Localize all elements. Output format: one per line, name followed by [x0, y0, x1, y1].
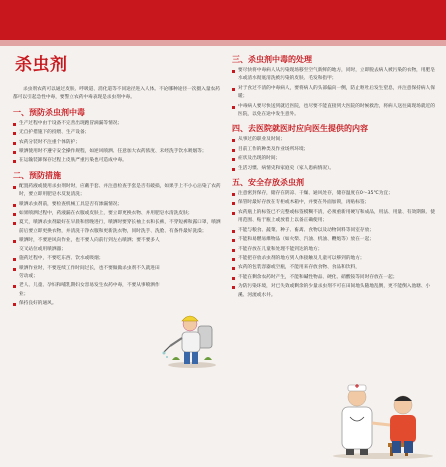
section-1-item: 喷洒使用时不遵守安全操作规程，如逆风喷洒、任意加大农药浓度、未经洗手饮水吸烟等； — [13, 148, 221, 156]
section-3-item: 中毒病人要尽快送到就近医院，也尽要不能直接到大医院的时候救治，将病人送往离现场就近的医院，以免在途中发生意外。 — [232, 103, 436, 120]
section-3-item: 要尽快将中毒病人从污染现场移至空气新鲜的地方，同时，立即脱去病人被污染的衣物，用肥皂水或清水彻底清洗被污染的皮肤、毛发和指甲； — [232, 67, 436, 84]
section-5-item: 农药瓶上的标签已不完整或标签模糊不清，必须重新用硬写和成品，用法、用量、有效期限、使用范围、贴于瓶上或放着上以备正确使用； — [232, 209, 436, 226]
section-5-item: 为防污染环境，对已失效或剩余的少量杀虫剂不可在田间地头随地乱倒，更不能倒入池塘、小溪、河流或水井。 — [232, 283, 436, 300]
section-2-heading: 二、预防措施 — [13, 170, 61, 180]
section-3-item: 对于食过不清的中毒病人，要将病人的头部偏向一侧，防止呕吐后发生窒息，并注意保持病人保暖； — [232, 85, 436, 102]
section-2-item: 夏天，喷洒杀虫剂最好在早晨和傍晚进行，喷洒时要穿长袖上衣和长裤，不穿短裤和露口罩，喷洒前后要立即更换衣物，并清洗干净衣服和更新洗衣物，同时洗手、洗脸、有条件最好洗澡； — [13, 219, 221, 236]
doctor-patient-illustration — [328, 377, 438, 459]
section-5-item: 农药的包装容器或空瓶，不能用来存放食物、食品和饮料， — [232, 264, 436, 272]
section-2-item: 保持良好的通风。 — [13, 300, 221, 308]
section-1-heading: 一、预防杀虫剂中毒 — [13, 107, 85, 117]
section-5-item: 注意密封保存，储存在阴凉、干燥、通风处存，储存温度在0～35℃为宜； — [232, 190, 436, 198]
section-4-item: 生活习惯、病情史和家庭史（家人患病情况）。 — [232, 165, 436, 173]
section-4-item: 从事过的职业及时间； — [232, 136, 436, 144]
header-band — [0, 0, 446, 46]
section-5-item: 不能与粮食、蔬菜、种子、畜禽、食物以及动物饲料等同室存放； — [232, 227, 436, 235]
section-2-item: 喷洒杀虫剂前，要检查机械工具是否有渗漏情况； — [13, 201, 221, 209]
section-5-heading: 五、安全存放杀虫剂 — [232, 178, 304, 188]
intro-paragraph: 杀虫剂农药可以通过皮肤、呼吸道、消化道等不同途径进入人体。不论哪种途径一次摄入量农药都可以引起急性中毒，要警立农药中毒表现是杀虫剂中毒。 — [13, 87, 220, 101]
section-5-item: 不能在剩余农药时产生，不能和碱性物品、硬化、硝酸铵等同时存放在一起； — [232, 274, 436, 282]
section-4-item: 症状及出现的时间； — [232, 155, 436, 163]
section-2-item: 配置药液或使用杀虫剂时时，应戴手套、并注意检查手套是否有破损，如果手上不小心沾染了农药时，要立即用肥皂水反复清洗； — [13, 183, 221, 200]
section-5-item: 不能和易燃易爆物品（如火柴、汽油、机油、鞭炮等）放在一起； — [232, 236, 436, 244]
section-1-item: 农药分装时不注重个体防护； — [13, 139, 221, 147]
page-title: 杀虫剂 — [15, 55, 68, 75]
section-4-item: 目前工作的种类及作业场所环境； — [232, 146, 436, 154]
section-2-item: 老人、儿童、孕妇和哺乳期妇女容易发生农药中毒，不要从事喷洒作业； — [13, 282, 163, 299]
section-4-heading: 四、去医院就医时应向医生提供的内容 — [232, 124, 368, 134]
section-1-item: 在运输装卸保存过程上皮肤严重污染也可造成中毒。 — [13, 157, 221, 165]
section-2-item: 喷洒作业时，不要连续工作时间过长，也不要做做杀虫剂不久就进田劳动或； — [13, 265, 163, 282]
sprayer-worker-illustration — [162, 308, 222, 368]
section-5-item: 不能把存放杀虫剂的地方到人体接触及儿童可以够到的地方； — [232, 255, 436, 263]
section-1-item: 无自护措施下的投喂、生产设备； — [13, 129, 221, 137]
section-3-heading: 三、杀虫剂中毒的处理 — [232, 55, 312, 64]
left-column — [13, 50, 221, 467]
section-2-item: 喷洒时，不要逆风向作业，也不要人向前行到左右喷洒；要不要多人交叉站位或用喷洒器； — [13, 237, 163, 254]
section-2-item: 施药过程中，不要吃东西、饮水或吸烟； — [13, 255, 163, 263]
section-1-item: 生产过程中由于设备不完善出现跑冒滴漏等情况； — [13, 120, 221, 128]
section-5-item: 不能存放在儿童和处理不能到达的地方； — [232, 246, 436, 254]
section-5-item: 保管时最好存放在专柜或木箱中，并要在外面加锁，再贴标签； — [232, 199, 436, 207]
section-2-item: 如果喷洒过程中，药液漏在衣服或皮肤上，要立即更换衣物、并用肥皂水清洗皮肤； — [13, 210, 221, 218]
